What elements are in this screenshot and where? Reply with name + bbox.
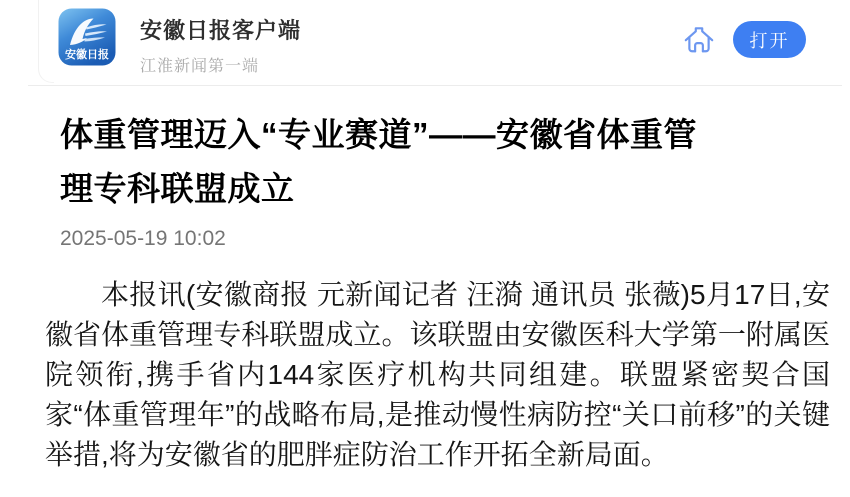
app-logo[interactable] [58, 8, 116, 66]
open-app-button[interactable]: 打开 [733, 21, 806, 58]
article-title: 体重管理迈入“专业赛道”——安徽省体重管理专科联盟成立 [60, 116, 697, 207]
article [0, 86, 850, 475]
home-icon[interactable] [682, 23, 716, 57]
article-date: 2025-05-19 10:02 [60, 227, 226, 250]
banner-actions [682, 21, 806, 58]
app-tagline: 江淮新闻第一端 [140, 58, 260, 75]
app-meta [140, 14, 301, 76]
article-paragraph: 本报讯(安徽商报 元新闻记者 汪漪 通讯员 张薇)5月17日,安徽省体重管理专科联盟成立。该联盟由安徽医科大学第一附属医院领衔,携手省内144家医疗机构共同组建。联盟紧密契合国家“体重管理年”的战略布局,是推动慢性病防控“关口前移”的关键举措,将为安徽省的肥胖症防治工作开拓全新局面。 [45, 279, 830, 470]
banner-card-edge [38, 0, 54, 83]
app-name: 安徽日报客户端 [140, 18, 302, 43]
anhui-daily-logo-icon [58, 8, 116, 66]
smart-app-banner [0, 0, 850, 86]
app-logo-text: 安徽日报 [65, 48, 109, 61]
